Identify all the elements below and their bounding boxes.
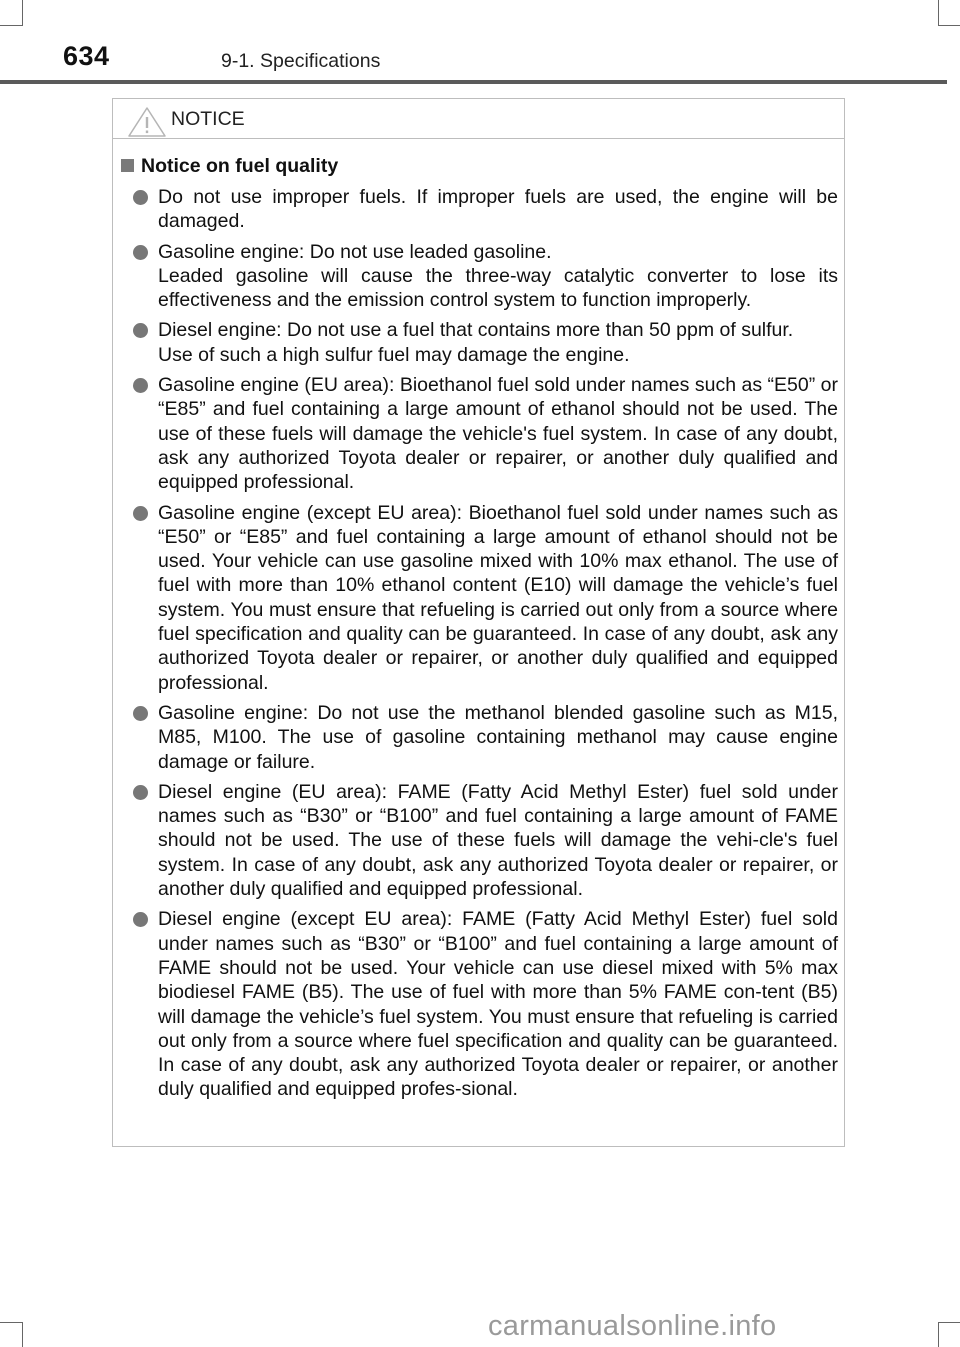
list-item-text: Do not use improper fuels. If improper fuels are used, the engine will be damaged. — [158, 186, 838, 233]
bullet-icon — [133, 378, 148, 393]
crop-mark — [0, 1322, 22, 1323]
bullet-icon — [133, 785, 148, 800]
list-item — [133, 701, 838, 774]
list-item-text: Diesel engine: Do not use a fuel that contains more than 50 ppm of sulfur. — [158, 319, 794, 342]
section-heading-text: Notice on fuel quality — [141, 155, 339, 177]
list-item-text: Gasoline engine: Do not use the methanol blended gasoline such as M15, M85, M100. The use of gasoline containing methanol may cause engine damage or failure. — [158, 701, 838, 773]
list-item-text: Diesel engine (EU area): FAME (Fatty Acid Methyl Ester) fuel sold under names such as “B30” or “B100” and fuel containing a large amount of FAME should not be used. The use of these fuels will damage the vehi-cle's fuel system. In case of any doubt, ask any authorized Toyota dealer or repairer, or another duly qualified and equipped professional. — [158, 780, 838, 901]
crop-mark — [22, 1322, 23, 1347]
list-item — [133, 780, 838, 901]
bullet-icon — [133, 245, 148, 260]
crop-mark — [938, 1322, 960, 1323]
list-item-text: Diesel engine (except EU area): FAME (Fatty Acid Methyl Ester) fuel sold under names such as “B30” or “B100” and fuel containing a large amount of FAME should not be used. Your vehicle can use diesel mixed with 5% max biodiesel FAME (B5). The use of fuel with more than 5% FAME con-tent (B5) will damage the vehicle’s fuel system. You must ensure that refueling is carried out only from a source where fuel specification and quality can be guaranteed. In case of any doubt, ask any authorized Toyota dealer or repairer, or another duly qualified and equipped profes-sional. — [158, 908, 838, 1101]
warning-triangle-icon — [127, 106, 167, 138]
list-item — [133, 318, 838, 367]
list-item-subtext: Leaded gasoline will cause the three-way catalytic converter to lose its effectiveness and the emission control system to function improperly. — [158, 264, 838, 312]
list-item-text: Gasoline engine: Do not use leaded gasoline. — [158, 240, 552, 263]
bullet-icon — [133, 506, 148, 521]
list-item — [133, 907, 838, 1101]
list-item — [133, 240, 838, 313]
notice-header — [113, 99, 844, 139]
bullet-icon — [133, 190, 148, 205]
list-item-subtext: Use of such a high sulfur fuel may damage the engine. — [158, 343, 630, 366]
bullet-icon — [133, 323, 148, 338]
square-bullet-icon — [121, 159, 134, 172]
section-heading — [121, 155, 338, 181]
bullet-icon — [133, 912, 148, 927]
list-item — [133, 501, 838, 695]
crop-mark — [938, 1322, 939, 1347]
list-item — [133, 185, 838, 234]
header-rule — [0, 80, 947, 84]
list-item-text: Gasoline engine (EU area): Bioethanol fuel sold under names such as “E50” or “E85” and fuel containing a large amount of ethanol should not be used. The use of these fuels will damage the vehicle's fuel system. In case of any doubt, ask any authorized Toyota dealer or repairer, or another duly qualified and equipped professional. — [158, 374, 838, 494]
page-header — [0, 0, 960, 90]
list-item-text: Gasoline engine (except EU area): Bioethanol fuel sold under names such as “E50” or “E85” and fuel containing a large amount of ethanol should not be used. Your vehicle can use gasoline mixed with 10% max ethanol. The use of fuel with more than 10% ethanol content (E10) will damage the vehicle’s fuel system. You must ensure that refueling is carried out only from a source where fuel specification and quality can be guaranteed. In case of any doubt, ask any authorized Toyota dealer or repairer, or another duly qualified and equipped professional. — [158, 501, 838, 694]
list-item — [133, 373, 838, 494]
notice-box — [112, 98, 845, 1147]
notice-list — [133, 185, 838, 1108]
bullet-icon — [133, 706, 148, 721]
page-number: 634 — [63, 41, 110, 71]
notice-label: NOTICE — [171, 108, 245, 130]
section-title: 9-1. Specifications — [221, 50, 381, 72]
watermark: carmanualsonline.info — [488, 1310, 777, 1342]
